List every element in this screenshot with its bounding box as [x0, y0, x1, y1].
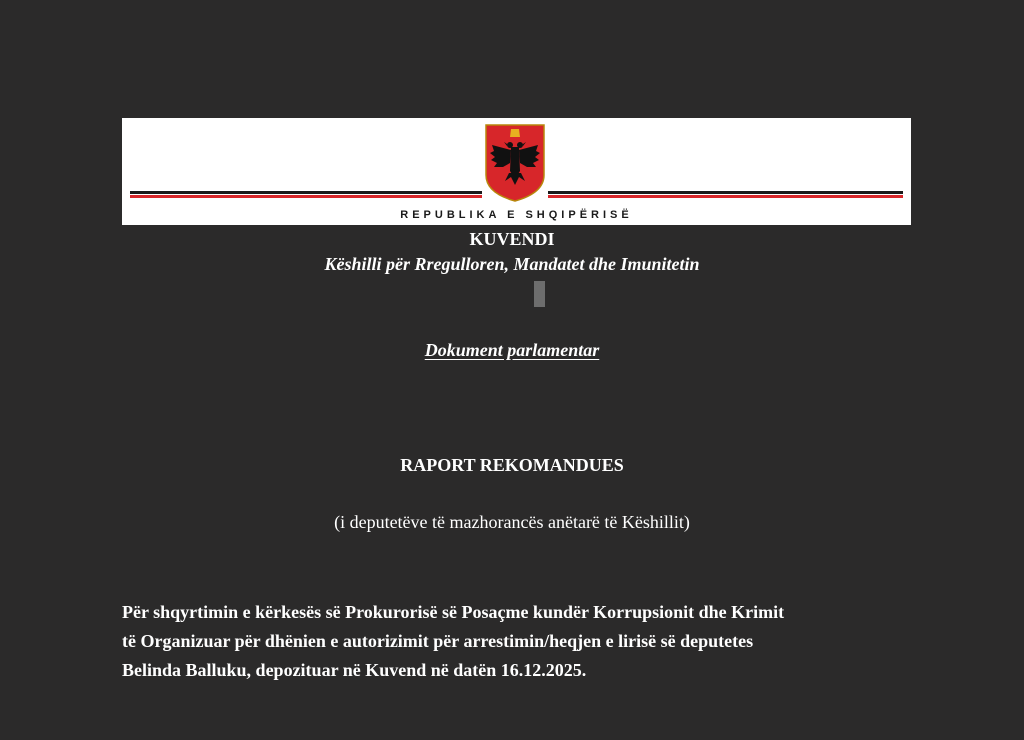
body-line: Për shqyrtimin e kërkesës së Prokurorisë së Posaçme kundër Korrupsionit dhe Krimit: [122, 602, 785, 622]
header-banner: [122, 118, 911, 225]
banner-left-red-line: [130, 195, 482, 198]
text-cursor-marker: [534, 281, 545, 307]
albanian-coat-of-arms-icon: [484, 123, 546, 203]
report-title: RAPORT REKOMANDUES: [400, 455, 624, 475]
document-type-label: [0, 340, 1024, 361]
body-line: të Organizuar për dhënien e autorizimit për arrestimin/heqjen e lirisë së deputetes: [122, 631, 754, 651]
body-line: Belinda Balluku, depozituar në Kuvend në datën 16.12.2025.: [122, 660, 587, 680]
banner-right-black-line: [548, 191, 903, 194]
council-name: Këshilli për Rregulloren, Mandatet dhe Imunitetin: [324, 254, 700, 274]
body-paragraph: [122, 598, 942, 685]
banner-left-black-line: [130, 191, 482, 194]
banner-right-red-line: [548, 195, 903, 198]
report-subtitle: (i deputetëve të mazhorancës anëtarë të Këshillit): [334, 512, 690, 532]
institution-title: KUVENDI: [469, 229, 555, 249]
document-type-text: Dokument parlamentar: [424, 340, 600, 360]
banner-republic-text: REPUBLIKA E SHQIPËRISË: [400, 209, 633, 221]
